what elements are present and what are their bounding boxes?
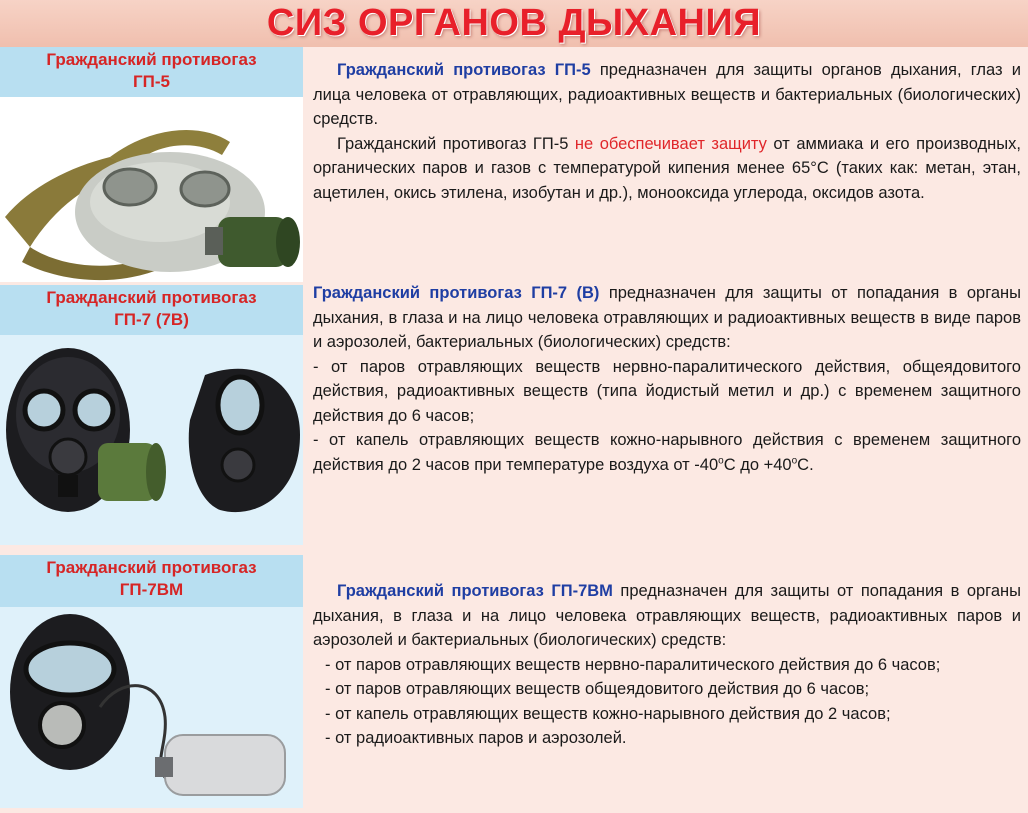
- gas-mask-gp7vm-picture: [0, 607, 303, 808]
- gp5-p2-pre: Гражданский противогаз ГП-5: [337, 134, 575, 153]
- label-gp5-line1: Гражданский противогаз: [46, 50, 257, 69]
- gp7-item-2-sup2: о: [791, 455, 798, 466]
- gp7vm-item-2: - от паров отравляющих веществ общеядовитого действия до 6 часов;: [325, 680, 870, 698]
- gp7-item-2-mid: С до +40: [723, 455, 792, 474]
- gp7vm-bold-title: Гражданский противогаз ГП-7ВМ: [337, 582, 613, 600]
- gp7-item-1: - от паров отравляющих веществ нервно-паралитического действия, общеядовитого действия, радиоактивных веществ (типа йодистый метил и др.) с временем защитного действия до 6 часов;: [313, 357, 1021, 425]
- label-gp7: [0, 285, 303, 335]
- gas-mask-gp5-icon: [0, 97, 303, 282]
- label-gp7vm-line2: ГП-7ВМ: [119, 580, 184, 599]
- gp7-desc: предназначен для защиты от попадания в органы дыхания, в глаза и на лицо человека отравляющих и радиоактивных веществ в виде паров и аэрозолей, бактериальных (биологических) средств:: [313, 284, 1021, 351]
- gp7-bold-title: Гражданский противогаз ГП-7 (В): [313, 284, 600, 302]
- gp7-item-2-post: С.: [797, 455, 814, 474]
- label-gp5: [0, 47, 303, 97]
- section-gp7-text: [313, 281, 1021, 477]
- gp7vm-desc: предназначен для защиты от попадания в органы дыхания, в глаза и на лицо человека отравляющих веществ, радиоактивных паров и аэрозолей и бактериальных (биологических) средств:: [313, 582, 1021, 649]
- label-gp7vm: [0, 555, 303, 607]
- gp7-paragraph-1: [313, 281, 1021, 355]
- gp7-item-2-pre: - от капель отравляющих веществ кожно-нарывного действия с временем защитного действия до 2 часов при температуре воздуха от -40: [313, 431, 1021, 474]
- label-gp7-line1: Гражданский противогаз: [46, 288, 257, 307]
- label-gp7vm-line1: Гражданский противогаз: [46, 558, 257, 577]
- gp7vm-item-3: - от капель отравляющих веществ кожно-нарывного действия до 2 часов;: [325, 704, 891, 723]
- gp7vm-item-1: - от паров отравляющих веществ нервно-паралитического действия до 6 часов;: [325, 655, 941, 674]
- gp7-item-2-sup1: о: [718, 455, 724, 466]
- gp7vm-item-4: - от радиоактивных паров и аэрозолей.: [325, 729, 627, 747]
- gas-mask-gp7-picture: [0, 335, 303, 545]
- gp5-paragraph-1: [313, 58, 1021, 132]
- gp5-desc: предназначен для защиты органов дыхания, глаз и лица человека от отравляющих, радиоактивных веществ и бактериальных (биологических) средств.: [313, 61, 1021, 128]
- gp5-warning: не обеспечивает защиту: [574, 134, 767, 153]
- section-gp5-text: [313, 58, 1021, 205]
- gas-mask-gp7vm-icon: [0, 607, 303, 808]
- gp7vm-paragraph-1: [313, 579, 1021, 653]
- label-gp5-line2: ГП-5: [133, 72, 170, 91]
- page-title: СИЗ ОРГАНОВ ДЫХАНИЯ: [266, 2, 762, 44]
- gp5-paragraph-2: [313, 132, 1021, 206]
- section-gp7vm-text: [313, 579, 1021, 751]
- gas-mask-gp7-icon: [0, 335, 303, 545]
- gp5-p2-post: от аммиака и его производных, органических паров и газов с температурой кипения менее 65°С (таких как: метан, этан, ацетилен, окись этилена, изобутан и др.), монооксида углерода, оксидов азота.: [313, 134, 1021, 202]
- gp5-bold-title: Гражданский противогаз ГП-5: [337, 61, 591, 79]
- gp7-item-2: [313, 428, 1021, 477]
- gas-mask-gp5-picture: [0, 97, 303, 282]
- label-gp7-line2: ГП-7 (7В): [114, 310, 189, 329]
